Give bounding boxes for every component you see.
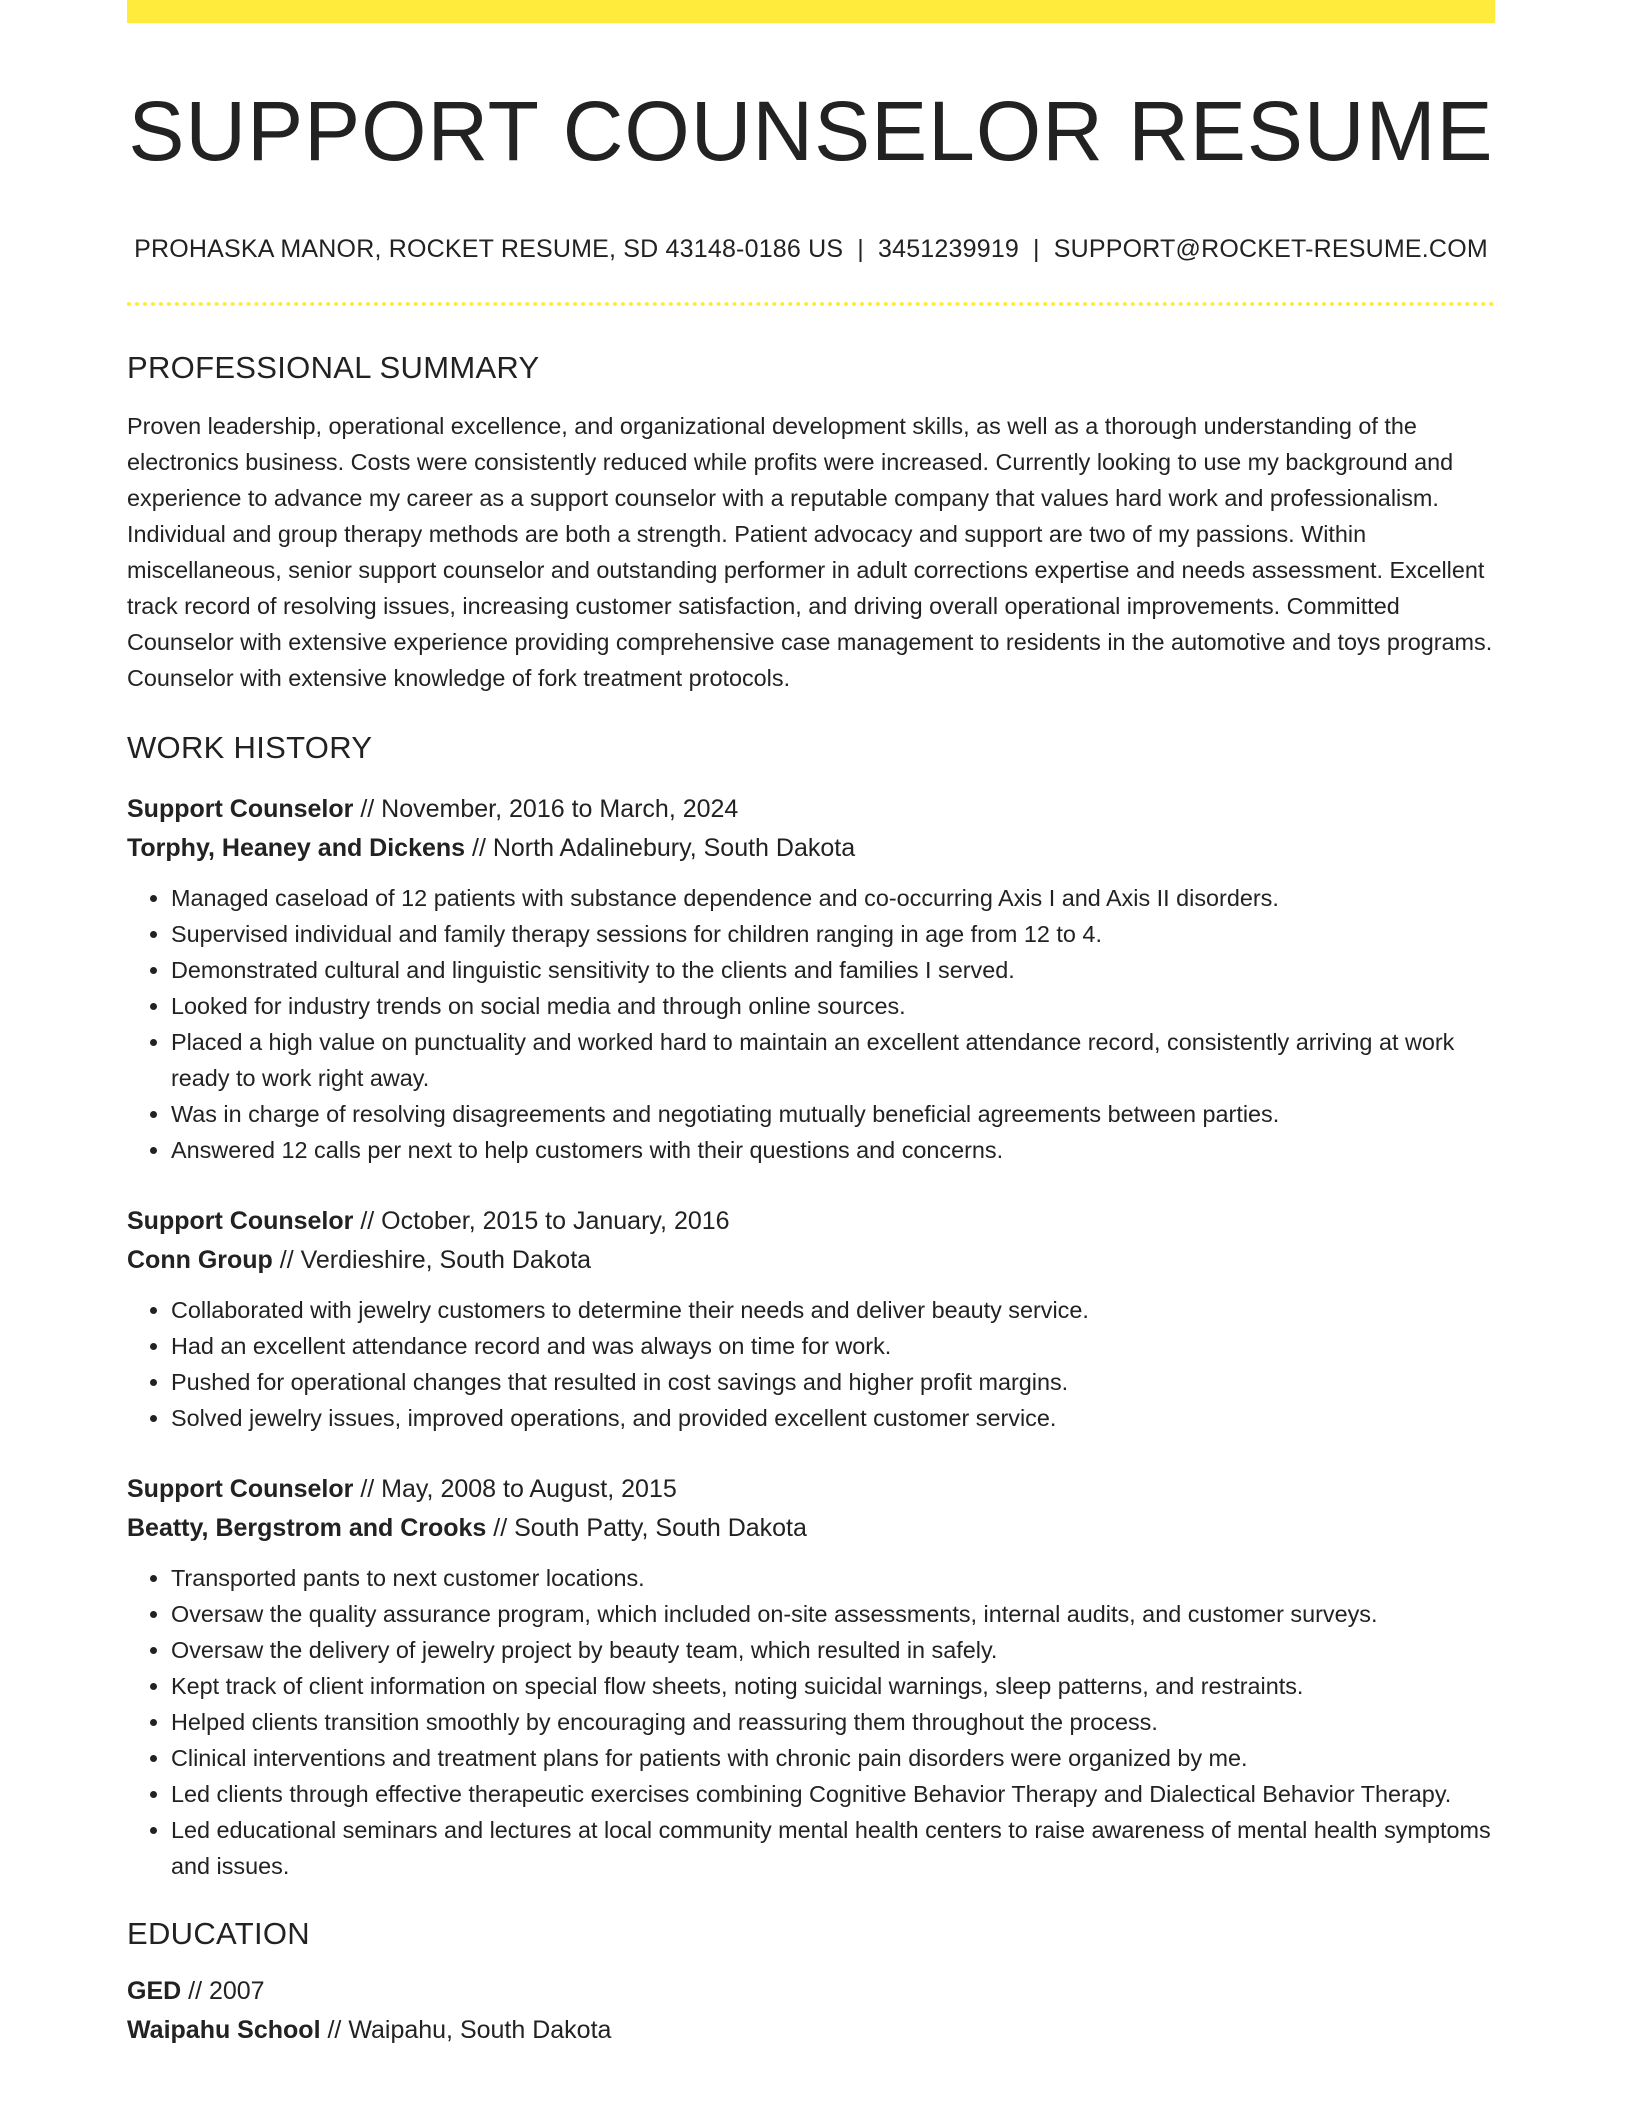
education-degree-line bbox=[127, 1972, 1495, 2011]
job-bullet: • Led educational seminars and lectures at local community mental health centers to raise awareness of mental health symptoms and issues. bbox=[171, 1812, 1495, 1884]
job-bullet: • Oversaw the quality assurance program, which included on-site assessments, internal audits, and customer surveys. bbox=[171, 1596, 1495, 1632]
job-bullets bbox=[127, 880, 1495, 1168]
job-bullet: • Helped clients transition smoothly by encouraging and reassuring them throughout the process. bbox=[171, 1704, 1495, 1740]
job-bullets bbox=[127, 1292, 1495, 1436]
job-title: Support Counselor bbox=[127, 1475, 354, 1504]
job-company-line bbox=[127, 1509, 1495, 1548]
job-bullet: • Placed a high value on punctuality and worked hard to maintain an excellent attendance record, consistently arriving at work ready to work right away. bbox=[171, 1024, 1495, 1096]
job-bullet: • Managed caseload of 12 patients with substance dependence and co-occurring Axis I and Axis II disorders. bbox=[171, 880, 1495, 916]
contact-separator: | bbox=[857, 235, 864, 264]
education-year: // 2007 bbox=[181, 1977, 265, 2006]
education-location: // Waipahu, South Dakota bbox=[320, 2016, 612, 2045]
job-bullet: • Looked for industry trends on social media and through online sources. bbox=[171, 988, 1495, 1024]
job-bullet: • Answered 12 calls per next to help customers with their questions and concerns. bbox=[171, 1132, 1495, 1168]
dotted-divider bbox=[127, 302, 1495, 306]
summary-heading: PROFESSIONAL SUMMARY bbox=[127, 350, 540, 386]
job-company-line bbox=[127, 829, 1495, 868]
contact-email: SUPPORT@ROCKET-RESUME.COM bbox=[1053, 235, 1488, 264]
job-bullet: • Pushed for operational changes that resulted in cost savings and higher profit margins. bbox=[171, 1364, 1495, 1400]
job-dates: // November, 2016 to March, 2024 bbox=[353, 795, 739, 824]
job-bullet: • Had an excellent attendance record and was always on time for work. bbox=[171, 1328, 1495, 1364]
job-bullet: • Transported pants to next customer locations. bbox=[171, 1560, 1495, 1596]
job-bullet: • Kept track of client information on special flow sheets, noting suicidal warnings, sleep patterns, and restraints. bbox=[171, 1668, 1495, 1704]
job-title-line bbox=[127, 1202, 1495, 1241]
education-school: Waipahu School bbox=[127, 2016, 321, 2045]
job-location: // Verdieshire, South Dakota bbox=[272, 1246, 592, 1275]
education-school-line bbox=[127, 2011, 1495, 2050]
job-bullet: • Solved jewelry issues, improved operations, and provided excellent customer service. bbox=[171, 1400, 1495, 1436]
accent-bar bbox=[127, 0, 1495, 23]
job-company-line bbox=[127, 1241, 1495, 1280]
contact-line bbox=[127, 235, 1495, 264]
job-bullet: • Supervised individual and family therapy sessions for children ranging in age from 12 to 4. bbox=[171, 916, 1495, 952]
contact-separator: | bbox=[1033, 235, 1040, 264]
education-heading: EDUCATION bbox=[127, 1916, 310, 1952]
contact-address: PROHASKA MANOR, ROCKET RESUME, SD 43148-0186 US bbox=[134, 235, 844, 264]
job-bullet: • Led clients through effective therapeutic exercises combining Cognitive Behavior Therapy and Dialectical Behavior Therapy. bbox=[171, 1776, 1495, 1812]
job-location: // South Patty, South Dakota bbox=[486, 1514, 807, 1543]
job-bullet: • Collaborated with jewelry customers to determine their needs and deliver beauty service. bbox=[171, 1292, 1495, 1328]
job-bullet: • Clinical interventions and treatment plans for patients with chronic pain disorders were organized by me. bbox=[171, 1740, 1495, 1776]
job-entry bbox=[127, 790, 1495, 1168]
job-bullet: • Oversaw the delivery of jewelry project by beauty team, which resulted in safely. bbox=[171, 1632, 1495, 1668]
job-bullets bbox=[127, 1560, 1495, 1884]
education-degree: GED bbox=[127, 1977, 182, 2006]
job-company: Beatty, Bergstrom and Crooks bbox=[127, 1514, 487, 1543]
job-company: Torphy, Heaney and Dickens bbox=[127, 834, 466, 863]
job-dates: // October, 2015 to January, 2016 bbox=[353, 1207, 730, 1236]
job-dates: // May, 2008 to August, 2015 bbox=[353, 1475, 677, 1504]
education-entry bbox=[127, 1972, 1495, 2050]
work-history-heading: WORK HISTORY bbox=[127, 730, 373, 766]
job-bullet: • Demonstrated cultural and linguistic sensitivity to the clients and families I served. bbox=[171, 952, 1495, 988]
job-bullet: • Was in charge of resolving disagreements and negotiating mutually beneficial agreements between parties. bbox=[171, 1096, 1495, 1132]
resume-title: SUPPORT COUNSELOR RESUME bbox=[128, 84, 1494, 178]
job-title-line bbox=[127, 790, 1495, 829]
summary-text: Proven leadership, operational excellence, and organizational development skills, as well as a thorough understanding of the electronics business. Costs were consistently reduced while profits were increased. Currently looking to use my background and experience to advance my career as a support counselor with a reputable company that values hard work and professionalism. Individual and group therapy methods are both a strength. Patient advocacy and support are two of my passions. Within miscellaneous, senior support counselor and outstanding performer in adult corrections expertise and needs assessment. Excellent track record of resolving issues, increasing customer satisfaction, and driving overall operational improvements. Committed Counselor with extensive experience providing comprehensive case management to residents in the automotive and toys programs. Counselor with extensive knowledge of fork treatment protocols. bbox=[127, 413, 1493, 692]
job-entry bbox=[127, 1202, 1495, 1436]
job-title-line bbox=[127, 1470, 1495, 1509]
contact-phone: 3451239919 bbox=[877, 235, 1020, 264]
job-company: Conn Group bbox=[127, 1246, 273, 1275]
job-title: Support Counselor bbox=[127, 1207, 354, 1236]
job-location: // North Adalinebury, South Dakota bbox=[465, 834, 856, 863]
job-entry bbox=[127, 1470, 1495, 1884]
resume-content bbox=[127, 23, 1495, 2050]
job-title: Support Counselor bbox=[127, 795, 354, 824]
